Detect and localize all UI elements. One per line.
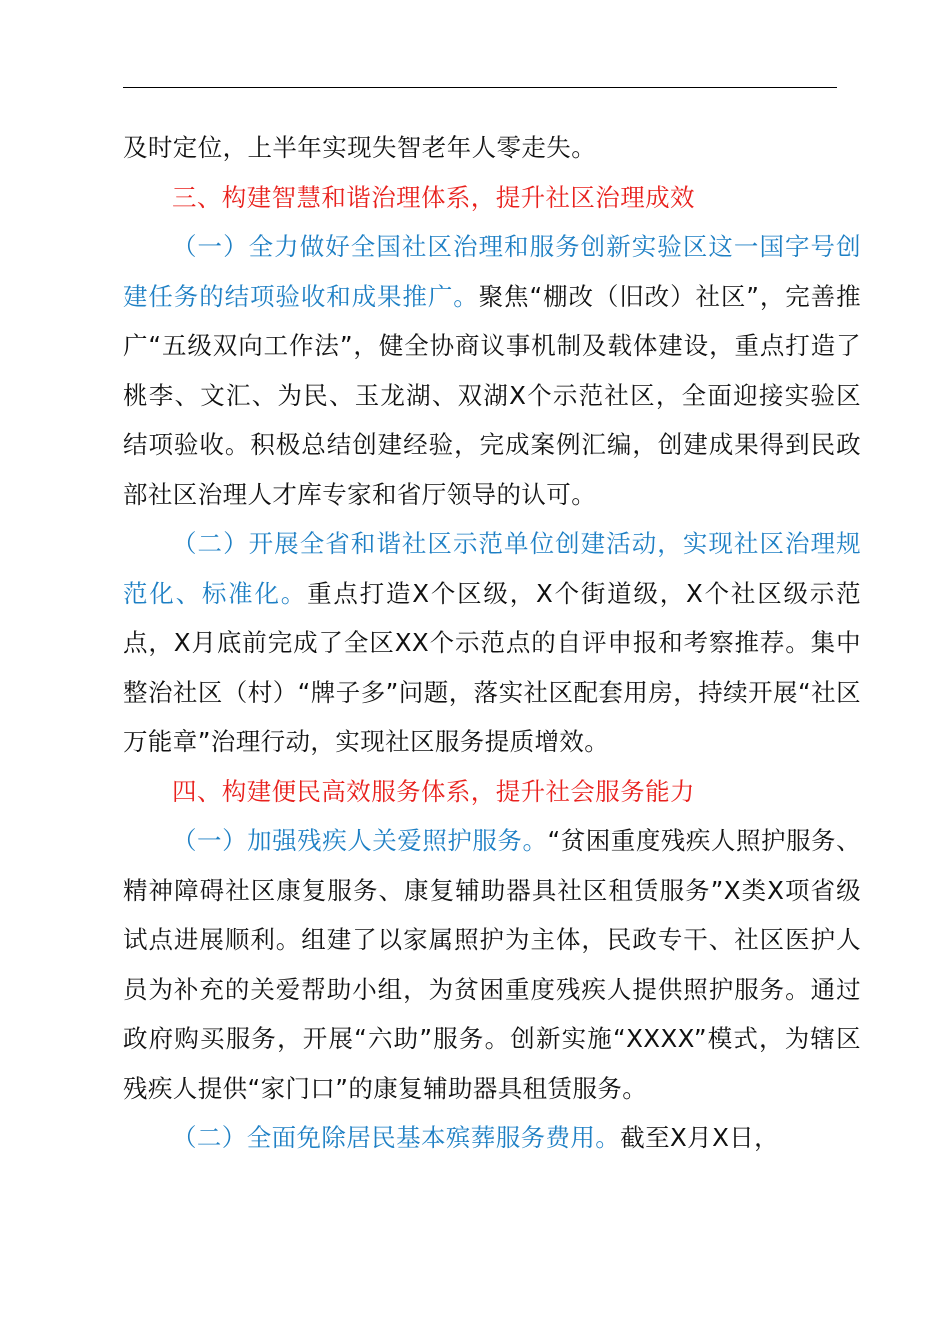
paragraph-lead: （一）全力做好全国社区治理和服务创新实验区这一国字号创建任务的结项验收和成果推广。: [123, 232, 861, 311]
section-heading-four: 四、构建便民高效服务体系，提升社会服务能力: [172, 776, 695, 806]
paragraph-body: 重点打造X个区级，X个街道级，X个社区级示范点，X月底前完成了全区XX个示范点的自评申报和考察推荐。集中整治社区（村）“牌子多”问题，落实社区配套用房，持续开展“社区万能章”治理行动，实现社区服务提质增效。: [123, 578, 861, 756]
paragraph-4-2: [123, 1113, 861, 1163]
paragraph-lead: （二）全面免除居民基本殡葬服务费用。: [172, 1123, 621, 1152]
paragraph-body: 截至X月X日，: [620, 1123, 780, 1152]
paragraph-3-2: [123, 519, 861, 767]
paragraph-3-1: [123, 222, 861, 519]
document-body: [123, 123, 861, 1163]
section-heading-three: 三、构建智慧和谐治理体系，提升社区治理成效: [172, 182, 695, 212]
paragraph-lead: （二）开展全省和谐社区示范单位创建活动，实现社区治理规范化、标准化。: [123, 529, 861, 608]
paragraph-body: “贫困重度残疾人照护服务、精神障碍社区康复服务、康复辅助器具社区租赁服务”X类X项省级试点进展顺利。组建了以家属照护为主体，民政专干、社区医护人员为补充的关爱帮助小组，为贫困重度残疾人提供照护服务。通过政府购买服务，开展“六助”服务。创新实施“XXXX”模式，为辖区残疾人提供“家门口”的康复辅助器具租赁服务。: [123, 826, 861, 1103]
header-rule: [123, 87, 837, 88]
paragraph-body: 聚焦“棚改（旧改）社区”，完善推广“五级双向工作法”，健全协商议事机制及载体建设，重点打造了桃李、文汇、为民、玉龙湖、双湖X个示范社区，全面迎接实验区结项验收。积极总结创建经验，完成案例汇编，创建成果得到民政部社区治理人才库专家和省厅领导的认可。: [123, 281, 861, 509]
paragraph-4-1: [123, 816, 861, 1113]
paragraph-lead: （一）加强残疾人关爱照护服务。: [172, 826, 548, 855]
paragraph-continuation: 及时定位，上半年实现失智老年人零走失。: [123, 133, 597, 162]
